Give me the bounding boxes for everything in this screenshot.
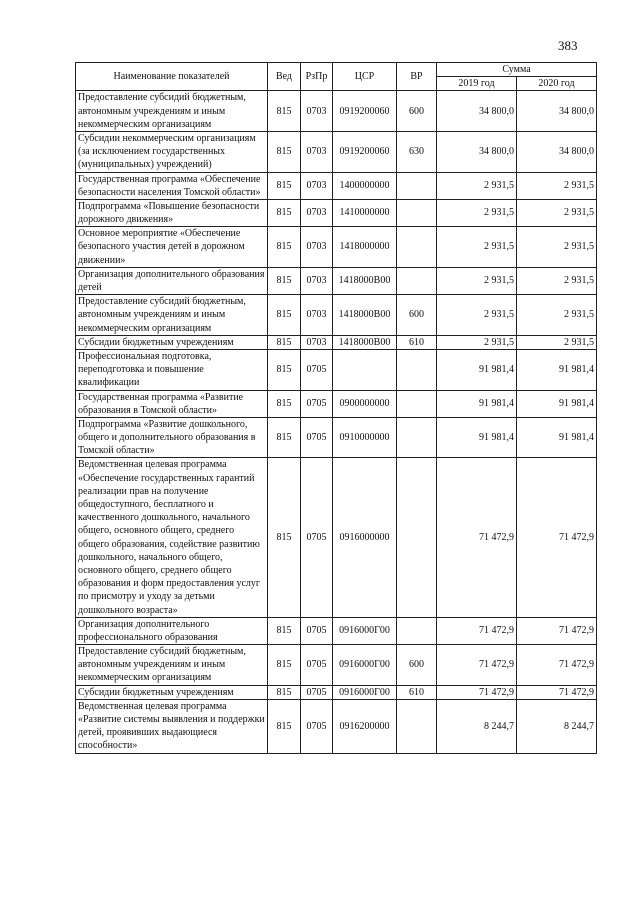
table-row	[76, 199, 597, 226]
row-2019-cell: 71 472,9	[437, 645, 517, 686]
row-2019-cell: 34 800,0	[437, 131, 517, 172]
header-rzpr: РзПр	[301, 63, 333, 91]
table-row	[76, 227, 597, 268]
row-csr-cell: 1400000000	[333, 172, 397, 199]
row-2020-cell: 2 931,5	[517, 267, 597, 294]
row-name-cell: Организация дополнительного образования детей	[76, 267, 268, 294]
row-vr-cell	[397, 390, 437, 417]
row-ved-cell: 815	[268, 131, 301, 172]
row-2019-cell: 2 931,5	[437, 267, 517, 294]
row-csr-cell: 0916000000	[333, 458, 397, 617]
row-2020-cell: 2 931,5	[517, 199, 597, 226]
row-rzpr-cell: 0705	[301, 617, 333, 644]
row-vr-cell: 600	[397, 91, 437, 132]
row-csr-cell: 1418000В00	[333, 267, 397, 294]
row-vr-cell	[397, 172, 437, 199]
row-2020-cell: 71 472,9	[517, 685, 597, 699]
row-2020-cell: 2 931,5	[517, 227, 597, 268]
row-ved-cell: 815	[268, 267, 301, 294]
row-2019-cell: 71 472,9	[437, 458, 517, 617]
table-header	[76, 63, 597, 91]
table-row	[76, 131, 597, 172]
table-row	[76, 295, 597, 336]
header-name: Наименование показателей	[76, 63, 268, 91]
row-name-cell: Предоставление субсидий бюджетным, автономным учреждениям и иным некоммерческим организациям	[76, 91, 268, 132]
row-ved-cell: 815	[268, 295, 301, 336]
row-ved-cell: 815	[268, 390, 301, 417]
row-2020-cell: 91 981,4	[517, 417, 597, 458]
row-csr-cell: 1418000В00	[333, 295, 397, 336]
row-rzpr-cell: 0705	[301, 390, 333, 417]
row-2019-cell: 91 981,4	[437, 390, 517, 417]
row-vr-cell	[397, 227, 437, 268]
header-year-2020: 2020 год	[517, 77, 597, 91]
row-2020-cell: 71 472,9	[517, 617, 597, 644]
row-vr-cell: 600	[397, 645, 437, 686]
row-2020-cell: 2 931,5	[517, 172, 597, 199]
table-row	[76, 267, 597, 294]
row-vr-cell: 600	[397, 295, 437, 336]
row-2019-cell: 91 981,4	[437, 349, 517, 390]
row-2020-cell: 71 472,9	[517, 645, 597, 686]
row-2020-cell: 91 981,4	[517, 390, 597, 417]
row-name-cell: Субсидии бюджетным учреждениям	[76, 335, 268, 349]
row-2020-cell: 34 800,0	[517, 131, 597, 172]
table-row	[76, 349, 597, 390]
row-2019-cell: 2 931,5	[437, 199, 517, 226]
table-row	[76, 458, 597, 617]
row-csr-cell: 0919200060	[333, 91, 397, 132]
row-rzpr-cell: 0703	[301, 199, 333, 226]
row-name-cell: Субсидии бюджетным учреждениям	[76, 685, 268, 699]
row-name-cell: Предоставление субсидий бюджетным, автономным учреждениям и иным некоммерческим организациям	[76, 295, 268, 336]
row-ved-cell: 815	[268, 91, 301, 132]
row-2019-cell: 91 981,4	[437, 417, 517, 458]
header-year-2019: 2019 год	[437, 77, 517, 91]
row-rzpr-cell: 0705	[301, 699, 333, 753]
row-vr-cell	[397, 699, 437, 753]
row-rzpr-cell: 0703	[301, 267, 333, 294]
row-rzpr-cell: 0703	[301, 295, 333, 336]
row-name-cell: Подпрограмма «Развитие дошкольного, общего и дополнительного образования в Томской области»	[76, 417, 268, 458]
row-rzpr-cell: 0705	[301, 417, 333, 458]
row-2019-cell: 2 931,5	[437, 335, 517, 349]
row-2020-cell: 2 931,5	[517, 295, 597, 336]
row-ved-cell: 815	[268, 617, 301, 644]
header-ved: Вед	[268, 63, 301, 91]
header-sum: Сумма	[437, 63, 597, 77]
row-csr-cell: 1418000000	[333, 227, 397, 268]
table-row	[76, 699, 597, 753]
row-name-cell: Организация дополнительного профессионального образования	[76, 617, 268, 644]
row-rzpr-cell: 0705	[301, 685, 333, 699]
row-name-cell: Ведомственная целевая программа «Обеспечение государственных гарантий реализации прав на получение общедоступного, бесплатного и качественного дошкольного, начального общего, основного общего, среднего общего образования, содействие развитию дошкольного, начального общего, основного общего, среднего общего образования и форм предоставления услуг по присмотру и уходу за детьми дошкольного возраста»	[76, 458, 268, 617]
row-csr-cell: 0916000Г00	[333, 685, 397, 699]
row-name-cell: Ведомственная целевая программа «Развитие системы выявления и поддержки детей, проявивших выдающиеся способности»	[76, 699, 268, 753]
row-ved-cell: 815	[268, 199, 301, 226]
row-csr-cell: 0919200060	[333, 131, 397, 172]
row-rzpr-cell: 0703	[301, 172, 333, 199]
row-2019-cell: 34 800,0	[437, 91, 517, 132]
row-csr-cell: 1418000В00	[333, 335, 397, 349]
row-csr-cell: 0916000Г00	[333, 617, 397, 644]
row-vr-cell	[397, 267, 437, 294]
row-csr-cell: 0916000Г00	[333, 645, 397, 686]
row-ved-cell: 815	[268, 172, 301, 199]
row-2019-cell: 2 931,5	[437, 172, 517, 199]
row-vr-cell	[397, 349, 437, 390]
row-name-cell: Государственная программа «Обеспечение безопасности населения Томской области»	[76, 172, 268, 199]
table-row	[76, 685, 597, 699]
row-rzpr-cell: 0703	[301, 227, 333, 268]
row-csr-cell: 0910000000	[333, 417, 397, 458]
table-row	[76, 617, 597, 644]
table-row	[76, 91, 597, 132]
header-vr: ВР	[397, 63, 437, 91]
page-number: 383	[558, 38, 578, 53]
row-rzpr-cell: 0703	[301, 335, 333, 349]
row-name-cell: Государственная программа «Развитие образования в Томской области»	[76, 390, 268, 417]
row-ved-cell: 815	[268, 645, 301, 686]
row-2019-cell: 2 931,5	[437, 227, 517, 268]
table-row	[76, 645, 597, 686]
row-2019-cell: 8 244,7	[437, 699, 517, 753]
row-2019-cell: 71 472,9	[437, 685, 517, 699]
row-name-cell: Подпрограмма «Повышение безопасности дорожного движения»	[76, 199, 268, 226]
row-ved-cell: 815	[268, 349, 301, 390]
row-2019-cell: 71 472,9	[437, 617, 517, 644]
row-csr-cell: 0900000000	[333, 390, 397, 417]
row-rzpr-cell: 0703	[301, 131, 333, 172]
row-ved-cell: 815	[268, 417, 301, 458]
row-name-cell: Профессиональная подготовка, переподготовка и повышение квалификации	[76, 349, 268, 390]
row-ved-cell: 815	[268, 335, 301, 349]
row-csr-cell: 0916200000	[333, 699, 397, 753]
row-2020-cell: 2 931,5	[517, 335, 597, 349]
row-2019-cell: 2 931,5	[437, 295, 517, 336]
table-row	[76, 390, 597, 417]
row-2020-cell: 91 981,4	[517, 349, 597, 390]
row-vr-cell	[397, 199, 437, 226]
row-vr-cell	[397, 617, 437, 644]
budget-table	[75, 62, 597, 754]
row-rzpr-cell: 0705	[301, 349, 333, 390]
row-csr-cell: 1410000000	[333, 199, 397, 226]
row-vr-cell: 610	[397, 685, 437, 699]
row-vr-cell	[397, 458, 437, 617]
row-vr-cell: 630	[397, 131, 437, 172]
row-name-cell: Предоставление субсидий бюджетным, автономным учреждениям и иным некоммерческим организациям	[76, 645, 268, 686]
row-name-cell: Субсидии некоммерческим организациям (за исключением государственных (муниципальных) учреждений)	[76, 131, 268, 172]
row-csr-cell	[333, 349, 397, 390]
row-ved-cell: 815	[268, 227, 301, 268]
table-row	[76, 335, 597, 349]
table-row	[76, 172, 597, 199]
row-vr-cell	[397, 417, 437, 458]
row-ved-cell: 815	[268, 458, 301, 617]
header-csr: ЦСР	[333, 63, 397, 91]
row-name-cell: Основное мероприятие «Обеспечение безопасного участия детей в дорожном движении»	[76, 227, 268, 268]
row-vr-cell: 610	[397, 335, 437, 349]
row-ved-cell: 815	[268, 699, 301, 753]
row-rzpr-cell: 0705	[301, 645, 333, 686]
row-2020-cell: 34 800,0	[517, 91, 597, 132]
row-2020-cell: 71 472,9	[517, 458, 597, 617]
row-2020-cell: 8 244,7	[517, 699, 597, 753]
row-rzpr-cell: 0703	[301, 91, 333, 132]
table-body	[76, 91, 597, 753]
row-rzpr-cell: 0705	[301, 458, 333, 617]
row-ved-cell: 815	[268, 685, 301, 699]
table-row	[76, 417, 597, 458]
